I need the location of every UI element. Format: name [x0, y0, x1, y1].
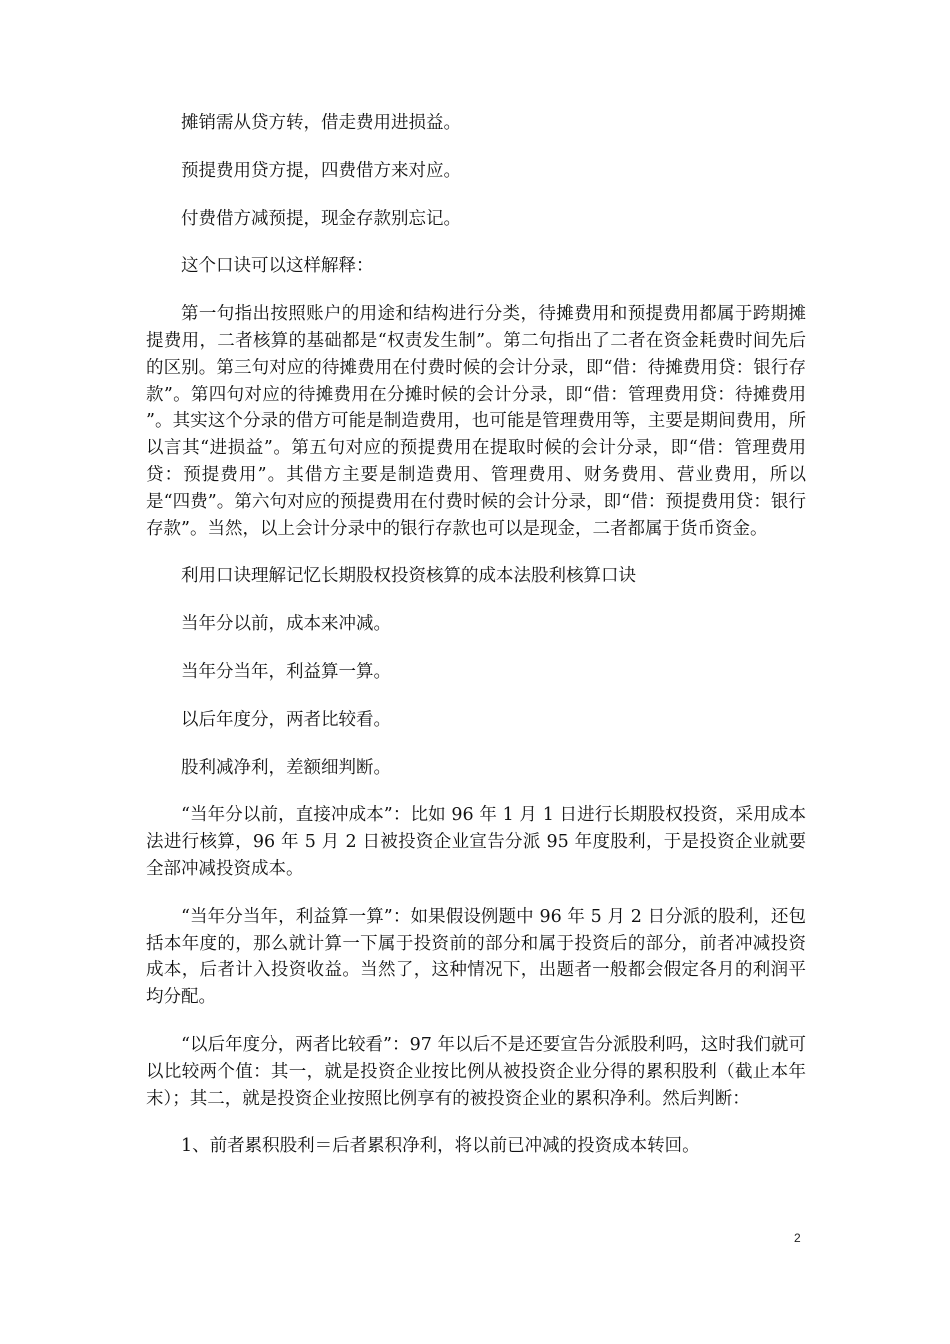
paragraph-12: “当年分当年，利益算一算”：如果假设例题中 96 年 5 月 2 日分派的股利，还包括本年度的，那么就计算一下属于投资前的部分和属于投资后的部分，前者冲减投资成本，后者计入投资收益。当然了，这种情况下，出题者一般都会假定各月的利润平均分配。 [146, 906, 806, 1008]
paragraph-3: 付费借方减预提，现金存款别忘记。 [181, 208, 461, 229]
document-body [146, 110, 806, 1181]
section-heading: 利用口诀理解记忆长期股权投资核算的成本法股利核算口诀 [181, 566, 636, 587]
paragraph-4: 这个口诀可以这样解释： [181, 256, 374, 277]
paragraph-13: “以后年度分，两者比较看”：97 年以后不是还要宣告分派股利吗，这时我们就可以比较两个值：其一，就是投资企业按比例从被投资企业分得的累积股利（截止本年末）；其二，就是投资企业按照比例享有的被投资企业的累积净利。然后判断： [146, 1034, 806, 1109]
paragraph-8: 当年分当年，利益算一算。 [181, 661, 391, 682]
paragraph-5: 第一句指出按照账户的用途和结构进行分类，待摊费用和预提费用都属于跨期摊提费用，二者核算的基础都是“权责发生制”。第二句指出了二者在资金耗费时间先后的区别。第三句对应的待摊费用在付费时候的会计分录，即“借：待摊费用贷：银行存款”。第四句对应的待摊费用在分摊时候的会计分录，即“借：管理费用贷：待摊费用 ”。其实这个分录的借方可能是制造费用，也可能是管理费用等，主要是期间费用，所以言其“进损益”。第五句对应的预提费用在提取时候的会计分录，即“借：管理费用贷：预提费用”。其借方主要是制造费用、管理费用、财务费用、营业费用，所以是“四费”。第六句对应的预提费用在付费时候的会计分录，即“借：预提费用贷：银行存款”。当然，以上会计分录中的银行存款也可以是现金，二者都属于货币资金。 [146, 304, 806, 539]
paragraph-7: 当年分以前，成本来冲减。 [181, 614, 391, 635]
paragraph-14: 1、前者累积股利＝后者累积净利，将以前已冲减的投资成本转回。 [181, 1136, 700, 1157]
paragraph-10: 股利减净利，差额细判断。 [181, 757, 391, 778]
paragraph-9: 以后年度分，两者比较看。 [181, 709, 391, 730]
page-number: 2 [794, 1231, 801, 1245]
paragraph-11: “当年分以前，直接冲成本”：比如 96 年 1 月 1 日进行长期股权投资，采用成本法进行核算，96 年 5 月 2 日被投资企业宣告分派 95 年度股利，于是投资企业就要全部冲减投资成本。 [146, 805, 806, 879]
paragraph-1: 摊销需从贷方转，借走费用进损益。 [181, 113, 461, 133]
paragraph-2: 预提费用贷方提，四费借方来对应。 [181, 160, 461, 181]
